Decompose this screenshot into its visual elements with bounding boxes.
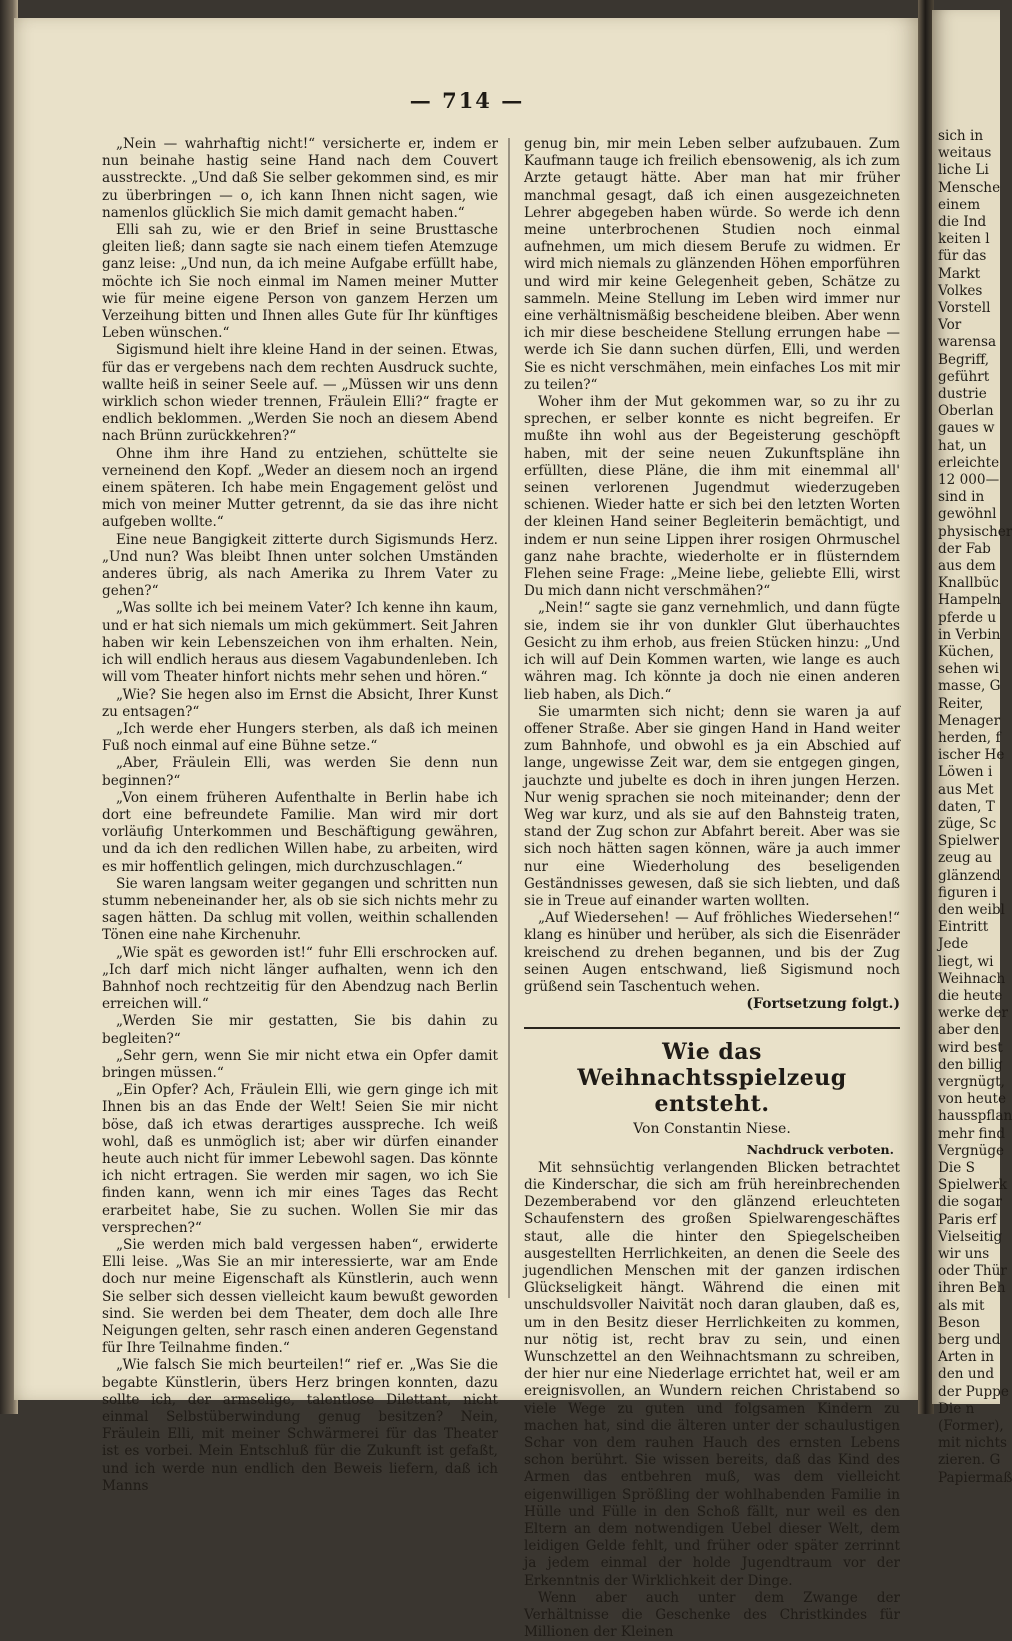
next-page-fragment: 12 000— xyxy=(938,472,1000,488)
next-page-fragment: Knallbüc xyxy=(938,575,999,592)
paragraph: „Nein — wahrhaftig nicht!“ versicherte er, indem er nun beinahe hastig seine Hand nach dem Couvert ausstreckte. „Und daß Sie selber gekommen sind, es mir zu überbringen — o, ich kann Ihnen nicht sagen, wie namenlos glücklich Sie mich damit gemacht haben.“ xyxy=(102,136,498,221)
next-page-fragment: Die S xyxy=(938,1160,975,1176)
next-page-fragment: aus Met xyxy=(938,781,994,798)
next-page-fragment: Jede xyxy=(938,936,969,953)
paragraph: „Aber, Fräulein Elli, was werden Sie denn nun beginnen?“ xyxy=(102,755,498,789)
next-page-fragment: hat, un xyxy=(938,437,987,454)
next-page-fragment: Menager xyxy=(938,712,1001,729)
article-title: Wie das Weihnachtsspielzeug entsteht. xyxy=(577,1039,847,1118)
next-page-fragment: ischer He xyxy=(938,747,1005,764)
next-page-fragment: aus dem xyxy=(938,558,996,574)
paragraph: Ohne ihm ihre Hand zu entziehen, schüttelte sie verneinend den Kopf. „Weder an diesem noch an irgend einem späteren. Ich habe mein Engagement gelöst und mich von meiner Mutter getrennt, da sie das ihre nicht aufgeben wollte.“ xyxy=(102,445,498,531)
next-page-fragment: die sogar xyxy=(938,1194,1002,1211)
article-byline: Von Constantin Niese. xyxy=(633,1121,791,1138)
next-page-fragment: Löwen i xyxy=(938,764,993,781)
next-page-fragment: den weibl xyxy=(938,902,1005,918)
paragraph: Elli sah zu, wie er den Brief in seine Brusttasche gleiten ließ; dann sagte sie nach einem tiefen Atemzuge ganz leise: „Und nun, da ich meine Aufgabe erfüllt habe, möchte ich Sie noch einmal im Namen meiner Mutter wie für meine eigene Person von ganzem Herzen um Verzeihung bitten und Ihnen alles Gute für Ihr künftiges Leben wünschen.“ xyxy=(102,222,498,342)
paragraph: „Ein Opfer? Ach, Fräulein Elli, wie gern ginge ich mit Ihnen bis an das Ende der Welt! Seien Sie mir nicht böse, daß ich etwas derartiges ausspreche. Ich weiß wohl, daß es unmöglich ist; aber wir dürfen einander heute auch nicht für immer Lebewohl sagen. Das könnte ich nicht ertragen. Sie werden mir sagen, wo ich Sie finden kann, wenn ich mir eines Tages das Recht erarbeitet habe, Sie zu suchen. Wollen Sie mir das versprechen?“ xyxy=(102,1082,498,1236)
next-page-fragment: keiten l xyxy=(938,231,990,248)
next-page-fragment: einem xyxy=(938,196,981,213)
next-page-fragment: physischer xyxy=(938,523,1012,540)
paragraph: „Ich werde eher Hungers sterben, als daß ich meinen Fuß noch einmal auf eine Bühne setze.“ xyxy=(102,720,498,755)
right-column xyxy=(524,136,900,1641)
next-page-fragment: aber den xyxy=(938,1022,1000,1039)
next-page-fragment: weitaus xyxy=(938,145,992,162)
next-page-fragment: Eintritt xyxy=(938,919,989,936)
paragraph: „Auf Wiedersehen! — Auf fröhliches Wiedersehen!“ klang es hinüber und herüber, als sich die Eisenräder kreischend zu drehen begannen, und bis der Zug seinen Augen entschwand, ließ Sigismund noch grüßend sein Taschentuch wehen. xyxy=(524,910,900,995)
paragraph: „Sie werden mich bald vergessen haben“, erwiderte Elli leise. „Was Sie an mir interessierte, war am Ende doch nur meine Eigenschaft als Künstlerin, auch wenn Sie selber sich dessen vielleicht kaum bewußt geworden sind. Sie werden bei dem Theater, dem doch alle Ihre Neigungen gelten, sehr rasch einen anderen Gegenstand für Ihre Teilnahme finden.“ xyxy=(102,1237,498,1357)
next-page-fragment: mehr find xyxy=(938,1125,1006,1142)
next-page-fragment: hausspflan xyxy=(938,1108,1012,1125)
next-page-fragment: der Fab xyxy=(938,540,991,557)
reprint-notice: Nachdruck verboten. xyxy=(746,1141,894,1157)
paragraph: „Sehr gern, wenn Sie mir nicht etwa ein Opfer damit bringen müssen.“ xyxy=(102,1047,498,1081)
next-page-fragment: Reiter, xyxy=(938,695,984,712)
next-page-fragment: für das xyxy=(938,248,987,265)
next-page-fragment: Begriff, xyxy=(938,351,990,368)
paragraph: „Werden Sie mir gestatten, Sie bis dahin zu begleiten?“ xyxy=(102,1013,498,1047)
next-page-fragment: Weihnach xyxy=(938,970,1006,987)
next-page-fragment: den billig xyxy=(938,1056,1003,1073)
paragraph: Woher ihm der Mut gekommen war, so zu ihr zu sprechen, er selber konnte es nicht begreifen. Er mußte ihn wohl aus der Begeisterung geschöpft haben, mit der seine neuen Zukunftspläne ihn erfüllten, diese Pläne, die ihm mit einemmal all' seinen verlorenen Jugendmut wiederzugeben schienen. Wieder hatte er sich bei den letzten Worten der kleinen Hand seiner Begleiterin bemächtigt, und indem er nun seine Lippen ihrer rosigen Ohrmuschel ganz nahe brachte, wiederholte er in flüsterndem Flehen seine Frage: „Meine liebe, geliebte Elli, wirst Du mich dann nicht verschmähen?“ xyxy=(524,394,900,600)
next-page-fragment: geführt xyxy=(938,368,990,385)
paragraph: „Nein!“ sagte sie ganz vernehmlich, und dann fügte sie, indem sie ihr von dunkler Glut überhauchtes Gesicht zu ihm erhob, aus freien Stücken hinzu: „Und ich will auf Dein Kommen warten, wie lange es auch währen mag. Ich könnte ja doch nie einen anderen lieb haben, als Dich.“ xyxy=(524,600,900,703)
next-page-fragment: sehen wi xyxy=(938,661,999,678)
next-page-fragment: herden, f xyxy=(938,730,1001,746)
next-page-fragment: (Former), xyxy=(938,1418,1004,1434)
next-page-fragment: Beson xyxy=(938,1314,980,1331)
next-page-fragment: zeug au xyxy=(938,850,992,867)
section-rule xyxy=(524,1027,900,1029)
next-page-fragment: berg und xyxy=(938,1332,1001,1348)
paragraph: „Von einem früheren Aufenthalte in Berlin habe ich dort eine befreundete Familie. Man wird mir dort vorläufig Unterkommen und Beschäftigung gewähren, und da ich den redlichen Willen habe, zu arbeiten, wird es mir hoffentlich gelingen, mich durchzuschlagen.“ xyxy=(102,789,498,875)
next-page-fragment: oder Thür xyxy=(938,1263,1007,1280)
column-divider xyxy=(508,138,510,1298)
next-page-fragment: Vergnüge xyxy=(938,1142,1005,1159)
next-page-fragment: Volkes xyxy=(938,282,983,299)
paragraph: Wenn aber auch unter dem Zwange der Verhältnisse die Geschenke des Christkindes für Millionen der Kleinen xyxy=(524,1589,900,1641)
next-page-fragment: der Puppe xyxy=(938,1383,1009,1400)
next-page-fragment: züge, Sc xyxy=(938,816,997,832)
next-page-fragment: die Ind xyxy=(938,214,987,230)
next-page-fragment: wir uns xyxy=(938,1246,990,1262)
next-page-fragment: wird best xyxy=(938,1039,1003,1056)
paragraph: Eine neue Bangigkeit zitterte durch Sigismunds Herz. „Und nun? Was bleibt Ihnen unter solchen Umständen anderes übrig, als nach Amerika zu Ihrem Vater zu gehen?“ xyxy=(102,531,498,600)
next-page-fragment: den und xyxy=(938,1366,995,1383)
next-page-fragment: die heute xyxy=(938,988,1003,1004)
next-page-fragment: Mensche xyxy=(938,179,1001,196)
next-page-edge xyxy=(932,10,1012,1486)
next-page-fragment: Spielwerk xyxy=(938,1177,1008,1194)
paragraph: „Wie spät es geworden ist!“ fuhr Elli erschrocken auf. „Ich darf mich nicht länger aufhalten, wenn ich den Bahnhof noch rechtzeitig für den Abendzug nach Berlin erreichen will.“ xyxy=(102,944,498,1013)
next-page-fragment: Küchen, xyxy=(938,644,995,660)
next-page-fragment: Arten in xyxy=(938,1349,995,1366)
paragraph: genug bin, mir mein Leben selber aufzubauen. Zum Kaufmann tauge ich freilich ebensowenig, als ich zum Arzte getaugt hätte. Aber man hat mir früher manchmal gesagt, daß ich einen ausgezeichneten Lehrer abgegeben haben würde. So werde ich denn meine unterbrochenen Studien noch einmal aufnehmen, um mich diesem Berufe zu widmen. Er wird mich niemals zu glänzenden Höhen emporführen und wird mir keine Gelegenheit geben, Schätze zu sammeln. Meine Stellung im Leben wird immer nur eine verhältnismäßig bescheidene bleiben. Aber wenn ich mir diese bescheidene Stellung errungen habe — werde ich Sie dann suchen dürfen, Elli, und werden Sie es nicht verschmähen, mein einfaches Los mit mir zu teilen?“ xyxy=(524,136,900,393)
next-page-fragment: als mit xyxy=(938,1297,985,1314)
next-page-fragment: ihren Beh xyxy=(938,1280,1006,1297)
next-page-fragment: Vorstell xyxy=(938,300,991,316)
next-page-fragment: daten, T xyxy=(938,798,995,815)
paragraph: „Wie? Sie hegen also im Ernst die Absicht, Ihrer Kunst zu entsagen?“ xyxy=(102,686,498,720)
paragraph: Sigismund hielt ihre kleine Hand in der seinen. Etwas, für das er vergebens nach dem rechten Ausdruck suchte, wallte heiß in seiner Seele auf. — „Müssen wir uns denn wirklich schon wieder trennen, Fräulein Elli?“ fragte er endlich beklommen. „Werden Sie noch an diesem Abend nach Brünn zurückkehren?“ xyxy=(102,342,498,445)
next-page-fragment: Vielseitig xyxy=(938,1228,1003,1245)
next-page-fragment: sich in xyxy=(938,128,984,144)
paragraph: Sie waren langsam weiter gegangen und schritten nun stumm nebeneinander her, als ob sie sich nichts mehr zu sagen hätten. Da schlug mit vollen, weithin schallenden Tönen eine nahe Kirchenuhr. xyxy=(102,875,498,944)
next-page-fragment: Spielwer xyxy=(938,833,999,850)
next-page-fragment: warensa xyxy=(938,334,997,351)
paragraph: Sie umarmten sich nicht; denn sie waren ja auf offener Straße. Aber sie gingen Hand in Hand weiter zum Bahnhofe, und obwohl es ja ein Abschied auf lange, ungewisse Zeit war, dem sie entgegen gingen, jauchzte und jubelte es doch in ihren jungen Herzen. Nur wenig sprachen sie noch miteinander; denn der Weg war kurz, und als sie auf den Bahnsteig traten, stand der Zug schon zur Abfahrt bereit. Aber was sie sich noch hätten sagen können, wäre ja auch immer nur eine Wiederholung des beseligenden Geständnisses gewesen, daß sie sich liebten, und daß sie in Treue auf einander warten wollten. xyxy=(524,703,900,909)
next-page-fragment: figuren i xyxy=(938,884,997,901)
next-page-fragment: Vor xyxy=(938,317,962,334)
next-page-fragment: pferde u xyxy=(938,609,997,626)
paragraph: „Wie falsch Sie mich beurteilen!“ rief er. „Was Sie die begabte Künstlerin, übers Herz bringen konnten, dazu sollte ich, der armselige, talentlose Dilettant, nicht einmal Selbstüberwindung genug besitzen? Nein, Fräulein Elli, mit meiner Schwärmerei für das Theater ist es vorbei. Mein Entschluß für die Zukunft ist gefaßt, und ich werde nun endlich den Beweis liefern, daß ich Manns xyxy=(102,1357,498,1494)
page-number: — 714 — xyxy=(409,88,525,113)
next-page-fragment: von heute xyxy=(938,1091,1007,1108)
next-page-fragment: dustrie xyxy=(938,386,987,402)
next-page-fragment: Oberlan xyxy=(938,403,994,420)
newspaper-page xyxy=(14,18,920,1641)
paragraph: Mit sehnsüchtig verlangenden Blicken betrachtet die Kinderschar, die sich am früh hereinbrechenden Dezemberabend vor den glänzend erleuchteten Schaufenstern des großen Spielwarengeschäftes staut, alle die hinter den Spiegelscheiben ausgestellten Herrlichkeiten, an denen die Seele des jugendlichen Menschen mit der ganzen irdischen Glückseligkeit hängt. Während die einen mit unschuldsvoller Naivität noch daran glauben, daß es, um in den Besitz dieser Herrlichkeiten zu kommen, nur nötig ist, recht brav zu sein, und einen Wunschzettel an den Weihnachtsmann zu schreiben, der hier nur eine Niederlage errichtet hat, weil er am ereignisvollen, an Wundern reichen Christabend so viele Wege zu guten und folgsamen Kindern zu machen hat, sind die älteren unter der schaulustigen Schar von dem rauhen Hauch des ernsten Lebens schon berührt. Sie wissen bereits, daß das Kind des Armen das entbehren muß, was dem vielleicht eigenwilligen Sprößling der wohlhabenden Familie in Hülle und Fülle in den Schoß fällt, nur weil es den Eltern an dem notwendigen Uebel dieser Welt, dem leidigen Gelde fehlt, und früher oder später zerrinnt ja jedem einmal der holde Jugendtraum vor der Erkenntnis der Wirklichkeit der Dinge. xyxy=(524,1159,900,1589)
next-page-fragment: Die n xyxy=(938,1400,975,1417)
next-page-fragment: Markt xyxy=(938,265,981,282)
next-page-fragment: Papiermaß xyxy=(938,1469,1012,1486)
paragraph: „Was sollte ich bei meinem Vater? Ich kenne ihn kaum, und er hat sich niemals um mich gekümmert. Seit Jahren haben wir kein Lebenszeichen von ihm erhalten. Nein, ich will endlich heraus aus diesem Vagabundenleben. Ich will vom Theater hinfort nichts mehr sehen und hören.“ xyxy=(102,600,498,686)
next-page-fragment: zieren. G xyxy=(938,1452,1001,1469)
next-page-fragment: erleichte xyxy=(938,454,1000,471)
next-page-fragment: werke der xyxy=(938,1005,1009,1022)
next-page-fragment: vergnügt, xyxy=(938,1074,1005,1090)
next-page-fragment: liegt, wi xyxy=(938,953,994,970)
continuation-note: (Fortsetzung folgt.) xyxy=(746,996,900,1013)
left-column xyxy=(102,136,498,1495)
next-page-fragment: sind in xyxy=(938,489,985,506)
next-page-fragment: liche Li xyxy=(938,162,989,179)
next-page-fragment: masse, G xyxy=(938,678,1001,695)
next-page-fragment: gaues w xyxy=(938,420,995,437)
next-page-fragment: glänzend xyxy=(938,867,1001,884)
next-page-fragment: Paris erf xyxy=(938,1211,997,1228)
next-page-fragment: in Verbin xyxy=(938,626,1001,643)
next-page-fragment: mit nichts xyxy=(938,1435,1007,1452)
next-page-fragment: gewöhnl xyxy=(938,506,997,523)
next-page-fragment: Hampeln xyxy=(938,592,1001,609)
